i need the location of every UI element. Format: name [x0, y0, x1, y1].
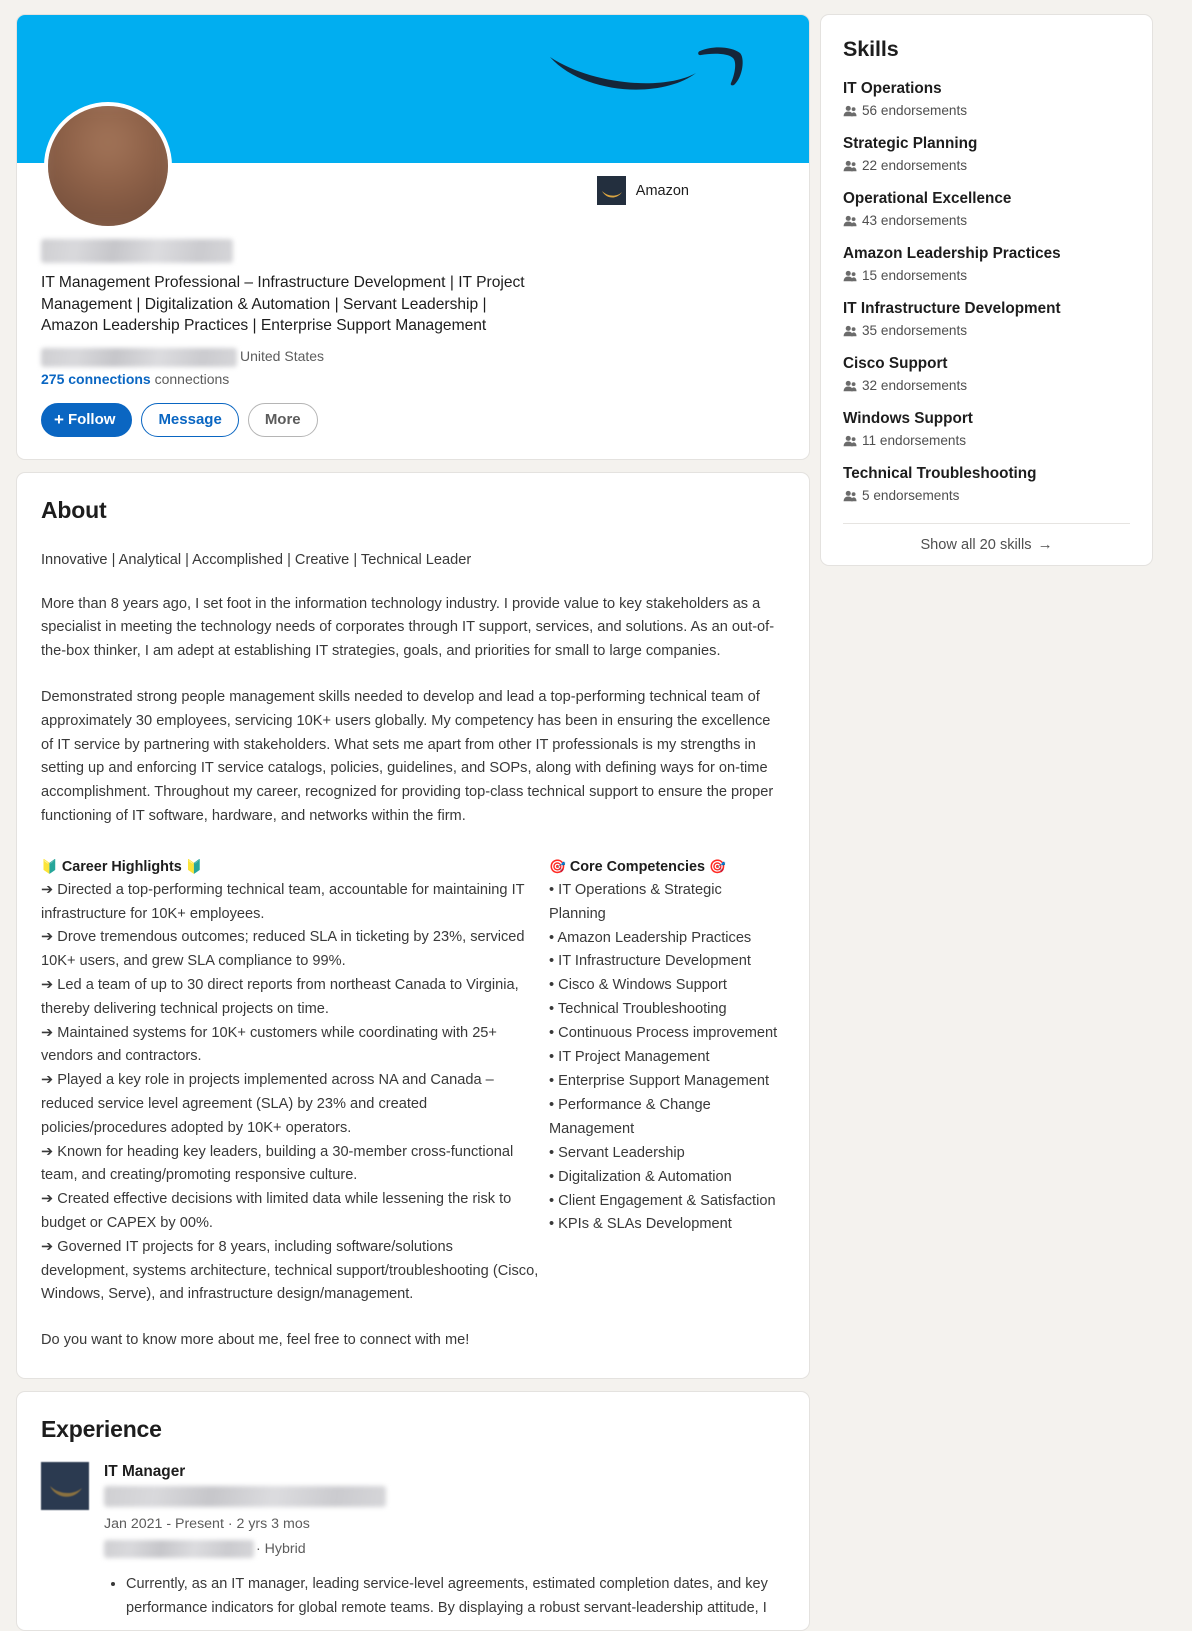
dot-bullet-icon: •: [549, 1216, 559, 1233]
career-highlight-item: [41, 1188, 541, 1236]
experience-bullet: • Currently, as an IT manager, leading service-level agreements, estimated completion dates, and key performance indicators for global remote teams. By displaying a robust servant-leadership attitude, I: [126, 1573, 779, 1620]
core-competencies-list: [549, 879, 779, 1238]
about-paragraph: Demonstrated strong people management skills needed to develop and lead a top-performing technical team of approximately 30 employees, servicing 10K+ users globally. My competency has been in ensuring the excellence of IT service by partnering with stakeholders. What sets me apart from other IT professionals is my strengths in setting up and enforcing IT service catalogs, policies, guidelines, and SOPs, along with defining ways for on-time accomplishment. Throughout my career, recognized for providing top-class technical support to ensure the proper functioning of IT software, hardware, and networks within the firm.: [41, 688, 774, 824]
skill-item[interactable]: [843, 244, 1130, 285]
profile-location-country: United States: [240, 347, 325, 364]
follow-button-label: Follow: [67, 411, 116, 429]
skill-endorsements-row: [843, 156, 1130, 175]
about-closing-line: Do you want to know more about me, feel free to connect with me!: [41, 1332, 470, 1349]
people-group-icon: [843, 379, 857, 393]
career-highlight-text: Governed IT projects for 8 years, including software/solutions development, systems architecture, technical support/troubleshooting (Cisco, Windows, Serve), and infrastructure design/management.: [41, 1238, 539, 1303]
core-competency-text: Cisco & Windows Support: [558, 977, 727, 994]
skills-title: Skills: [843, 37, 899, 61]
dot-bullet-icon: •: [549, 1168, 559, 1185]
skill-endorsement-count: 22 endorsements: [862, 158, 968, 173]
core-competency-item: [549, 927, 779, 951]
arrow-right-bullet-icon: ➔: [41, 1191, 58, 1208]
main-column: [16, 14, 810, 1631]
career-highlight-text: Played a key role in projects implemented across NA and Canada – reduced service level agreement (SLA) by 23% and created policies/procedures adopted by 10K+ operators.: [41, 1072, 494, 1136]
profile-location-line: [41, 346, 781, 367]
career-highlight-item: [41, 1069, 541, 1140]
amazon-company-logo-icon: [597, 176, 626, 205]
experience-entry-details: [104, 1462, 779, 1620]
dot-bullet-icon: •: [549, 1001, 558, 1018]
core-competency-text: Enterprise Support Management: [558, 1073, 770, 1089]
core-competency-text: Client Engagement & Satisfaction: [558, 1192, 776, 1209]
people-group-icon: [843, 269, 857, 283]
show-all-skills-button[interactable]: [843, 523, 1130, 565]
core-competency-item: [549, 974, 779, 998]
career-highlight-text: Led a team of up to 30 direct reports from northeast Canada to Virginia, thereby delivering technical projects on time.: [41, 976, 519, 1017]
core-competency-item: [549, 998, 779, 1022]
skill-name: Amazon Leadership Practices: [843, 245, 1061, 262]
skill-endorsement-count: 32 endorsements: [862, 378, 968, 393]
skill-item[interactable]: [843, 299, 1130, 340]
dot-bullet-icon: •: [549, 977, 559, 994]
core-competency-text: KPIs & SLAs Development: [558, 1216, 732, 1233]
core-competency-item: [549, 1094, 779, 1142]
core-competency-item: [549, 1166, 779, 1190]
show-all-skills-label: Show all 20 skills: [920, 536, 1032, 553]
skill-endorsements-row: [843, 431, 1130, 450]
career-highlight-text: Drove tremendous outcomes; reduced SLA in ticketing by 23%, serviced 10K+ users, and grew SLA compliance to 99%.: [41, 929, 525, 970]
dot-bullet-icon: •: [549, 953, 559, 970]
career-highlight-item: [41, 926, 541, 974]
people-group-icon: [843, 104, 857, 118]
dot-bullet-icon: •: [549, 1073, 559, 1089]
side-column: [820, 14, 1153, 1631]
experience-location-row: [104, 1539, 779, 1559]
experience-bullet-list: [104, 1573, 779, 1620]
arrow-right-bullet-icon: ➔: [41, 1238, 58, 1255]
core-competencies-column: [549, 856, 779, 1307]
connections-line[interactable]: [41, 371, 781, 387]
dart-target-icon: 🎯: [708, 858, 726, 874]
core-competency-text: Digitalization & Automation: [558, 1168, 732, 1185]
career-highlight-item: [41, 879, 541, 927]
people-group-icon: [843, 324, 857, 338]
profile-name-redacted: [41, 239, 233, 263]
experience-location-redacted: [104, 1540, 254, 1558]
skill-item[interactable]: [843, 189, 1130, 230]
dot-bullet-icon: •: [549, 929, 558, 946]
core-competency-item: [549, 1022, 779, 1046]
bookmark-tabs-icon: 🔰: [185, 858, 203, 874]
skill-name: Strategic Planning: [843, 135, 978, 152]
skill-item[interactable]: [843, 134, 1130, 175]
skill-name: Technical Troubleshooting: [843, 465, 1037, 482]
message-button-label: Message: [158, 411, 222, 429]
experience-company-logo-icon: [41, 1462, 89, 1510]
skill-item[interactable]: [843, 79, 1130, 120]
experience-company-redacted: [104, 1486, 386, 1507]
profile-action-buttons: [41, 403, 781, 437]
skills-card: [820, 14, 1153, 566]
career-highlights-label: Career Highlights: [61, 858, 182, 875]
people-group-icon: [843, 159, 857, 173]
core-competency-text: Continuous Process improvement: [558, 1025, 778, 1042]
bookmark-tabs-icon: 🔰: [41, 858, 58, 874]
core-competencies-label: Core Competencies: [569, 858, 705, 875]
skill-endorsements-row: [843, 101, 1130, 120]
skill-name: Windows Support: [843, 410, 973, 427]
skill-item[interactable]: [843, 409, 1130, 450]
arrow-right-bullet-icon: ➔: [41, 881, 58, 898]
skill-name: IT Infrastructure Development: [843, 300, 1061, 317]
core-competency-text: Servant Leadership: [558, 1144, 685, 1161]
plus-icon: +: [54, 410, 64, 430]
more-button[interactable]: [248, 403, 318, 437]
career-highlight-item: [41, 1236, 541, 1307]
profile-intro-card: [16, 14, 810, 460]
core-competency-item: [549, 950, 779, 974]
experience-job-title: IT Manager: [104, 1463, 186, 1481]
core-competency-item: [549, 1190, 779, 1214]
follow-button[interactable]: [41, 403, 132, 437]
arrow-right-bullet-icon: ➔: [41, 1072, 58, 1089]
career-highlight-text: Known for heading key leaders, building a 30-member cross-functional team, and creating/promoting responsive culture.: [41, 1143, 514, 1184]
skill-endorsements-row: [843, 211, 1130, 230]
dot-bullet-icon: •: [549, 881, 559, 898]
about-two-column-block: [41, 856, 779, 1307]
about-tagline: Innovative | Analytical | Accomplished | Creative | Technical Leader: [41, 551, 472, 568]
profile-headline: IT Management Professional – Infrastructure Development | IT Project Management | Digitalization & Automation | Servant Leadership | Amazon Leadership Practices | Enterprise Support Management: [41, 274, 525, 335]
core-competency-text: Performance & Change Management: [549, 1096, 711, 1137]
profile-location-redacted: [41, 348, 237, 367]
skill-endorsement-count: 43 endorsements: [862, 213, 968, 228]
dot-bullet-icon: •: [549, 1025, 559, 1042]
people-group-icon: [843, 434, 857, 448]
core-competency-item: [549, 1046, 779, 1070]
current-company-label: Amazon: [635, 182, 689, 199]
arrow-right-bullet-icon: ➔: [41, 1143, 58, 1160]
skill-endorsements-row: [843, 376, 1130, 395]
skill-endorsement-count: 15 endorsements: [862, 268, 968, 283]
connections-count: 275 connections: [41, 370, 151, 387]
skill-endorsement-count: 56 endorsements: [862, 103, 968, 118]
dot-bullet-icon: •: [549, 1096, 559, 1113]
profile-intro-body: [17, 163, 809, 459]
career-highlight-text: Maintained systems for 10K+ customers while coordinating with 25+ vendors and contractors.: [41, 1024, 497, 1065]
about-title: About: [41, 496, 107, 523]
experience-work-mode: · Hybrid: [256, 1541, 306, 1558]
career-highlights-column: [41, 856, 549, 1307]
dot-bullet-icon: •: [549, 1144, 559, 1161]
career-highlights-list: [41, 879, 541, 1307]
arrow-right-bullet-icon: ➔: [41, 1024, 58, 1041]
core-competency-text: Amazon Leadership Practices: [557, 929, 752, 946]
people-group-icon: [843, 214, 857, 228]
skill-endorsement-count: 35 endorsements: [862, 323, 968, 338]
career-highlight-item: [41, 1022, 541, 1070]
message-button[interactable]: [141, 403, 238, 437]
about-card: [16, 472, 810, 1380]
skill-endorsement-count: 5 endorsements: [862, 488, 960, 503]
skill-endorsements-row: [843, 321, 1130, 340]
core-competency-item: [549, 1070, 779, 1094]
career-highlight-text: Created effective decisions with limited data while lessening the risk to budget or CAPEX by 00%.: [41, 1191, 512, 1231]
people-group-icon: [843, 489, 857, 503]
core-competency-item: [549, 1213, 779, 1237]
core-competency-text: Technical Troubleshooting: [557, 1001, 727, 1018]
skill-name: Cisco Support: [843, 355, 948, 372]
skill-endorsements-row: [843, 266, 1130, 285]
connections-label: connections: [154, 370, 230, 387]
core-competency-text: IT Infrastructure Development: [558, 953, 751, 970]
core-competency-item: [549, 1142, 779, 1166]
skill-item[interactable]: [843, 464, 1130, 505]
core-competency-item: [549, 879, 779, 927]
experience-dates: Jan 2021 - Present · 2 yrs 3 mos: [104, 1516, 310, 1533]
core-competency-text: IT Project Management: [558, 1049, 710, 1066]
current-company-chip[interactable]: [597, 176, 689, 205]
experience-card: [16, 1391, 810, 1631]
skill-endorsement-count: 11 endorsements: [862, 433, 967, 448]
more-button-label: More: [264, 411, 301, 429]
career-highlights-heading: [41, 856, 541, 878]
skill-name: Operational Excellence: [843, 190, 1012, 207]
skill-endorsements-row: [843, 486, 1130, 505]
skill-item[interactable]: [843, 354, 1130, 395]
career-highlight-item: [41, 1141, 541, 1189]
core-competency-text: IT Operations & Strategic Planning: [549, 881, 722, 922]
core-competencies-heading: [549, 856, 779, 878]
dot-bullet-icon: •: [549, 1049, 559, 1066]
arrow-right-bullet-icon: ➔: [41, 929, 58, 946]
dart-target-icon: 🎯: [549, 858, 566, 874]
experience-entry: [41, 1462, 779, 1620]
arrow-right-icon: →: [1037, 536, 1053, 553]
skills-list: [843, 79, 1130, 505]
career-highlight-item: [41, 974, 541, 1022]
career-highlight-text: Directed a top-performing technical team, accountable for maintaining IT infrastructure for 10K+ employees.: [41, 881, 525, 922]
about-paragraph: More than 8 years ago, I set foot in the information technology industry. I provide value to key stakeholders as a specialist in meeting the technology needs of corporates through IT support, services, and solutions. As an out-of-the-box thinker, I am adept at establishing IT strategies, goals, and priorities for small to large companies.: [41, 595, 775, 660]
experience-company-row: [104, 1486, 779, 1507]
experience-title: Experience: [41, 1416, 162, 1443]
dot-bullet-icon: •: [549, 1192, 559, 1209]
skill-name: IT Operations: [843, 80, 942, 97]
amazon-smile-logo-icon: [544, 33, 754, 97]
arrow-right-bullet-icon: ➔: [41, 976, 58, 993]
